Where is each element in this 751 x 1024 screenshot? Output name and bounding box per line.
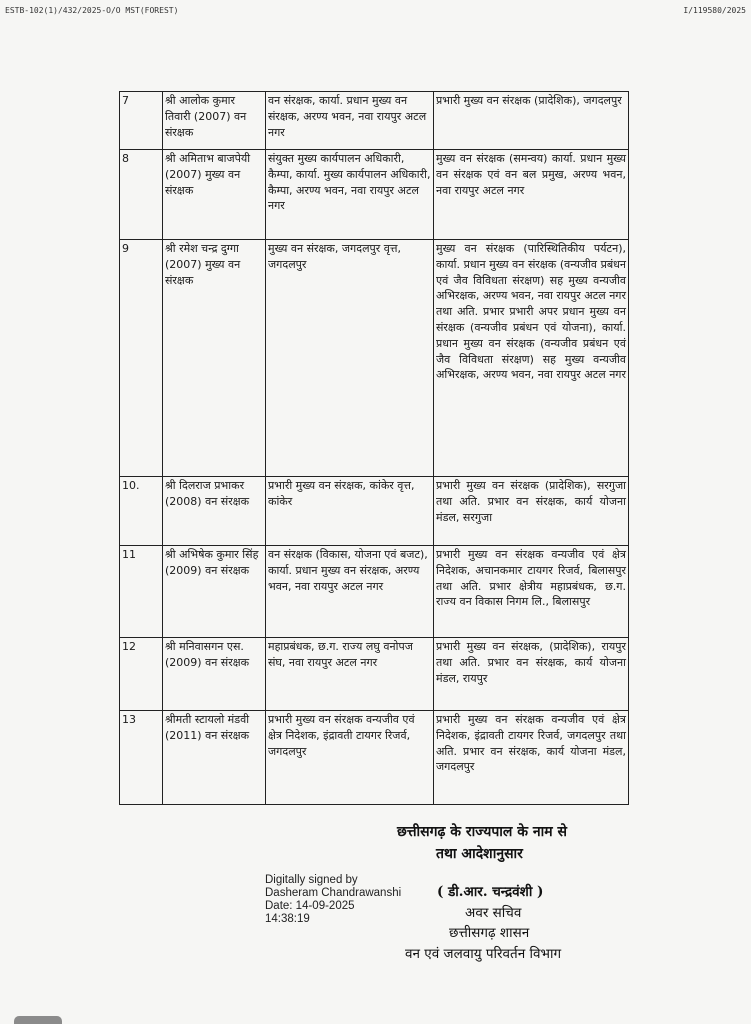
- signer-name-latin: Dasheram Chandrawanshi: [265, 887, 402, 899]
- signatory-department: वन एवं जलवायु परिवर्तन विभाग: [405, 946, 562, 962]
- officer-name: श्री रमेश चन्द्र दुग्गा (2007) मुख्य वन संरक्षक: [163, 240, 266, 477]
- signature-caption: Digitally signed by: [265, 874, 358, 886]
- order-line-2: तथा आदेशानुसार: [436, 846, 523, 862]
- officer-name: श्री मनिवासगन एस. (2009) वन संरक्षक: [163, 638, 266, 711]
- officer-name: श्री आलोक कुमार तिवारी (2007) वन संरक्षक: [163, 92, 266, 150]
- signatory-designation: अवर सचिव: [465, 905, 522, 921]
- serial-number: 12: [120, 638, 163, 711]
- receipt-number: I/119580/2025: [683, 6, 746, 15]
- current-posting: वन संरक्षक (विकास, योजना एवं बजट), कार्या. प्रधान मुख्य वन संरक्षक, अरण्य भवन, नवा रायपुर अटल नगर: [266, 546, 434, 638]
- new-posting: मुख्य वन संरक्षक (समन्वय) कार्या. प्रधान मुख्य वन संरक्षक एवं वन बल प्रमुख, अरण्य भवन, नवा रायपुर अटल नगर: [434, 150, 629, 240]
- officer-name: श्री दिलराज प्रभाकर (2008) वन संरक्षक: [163, 477, 266, 546]
- current-posting: वन संरक्षक, कार्या. प्रधान मुख्य वन संरक्षक, अरण्य भवन, नवा रायपुर अटल नगर: [266, 92, 434, 150]
- transfer-table: [119, 91, 629, 805]
- new-posting: प्रभारी मुख्य वन संरक्षक (प्रादेशिक), सरगुजा तथा अति. प्रभार वन संरक्षक, कार्य योजना मंडल, सरगुजा: [434, 477, 629, 546]
- signatory-name: ( डी.आर. चन्द्रवंशी ): [437, 884, 544, 900]
- table-row: [120, 477, 629, 546]
- signatory-government: छत्तीसगढ़ शासन: [449, 925, 530, 941]
- bottom-handle[interactable]: [14, 1016, 62, 1024]
- serial-number: 11: [120, 546, 163, 638]
- table-row: [120, 92, 629, 150]
- table-row: [120, 711, 629, 805]
- digital-signature-block: [265, 874, 401, 926]
- serial-number: 10.: [120, 477, 163, 546]
- table-row: [120, 240, 629, 477]
- serial-number: 8: [120, 150, 163, 240]
- serial-number: 9: [120, 240, 163, 477]
- order-line-1: छत्तीसगढ़ के राज्यपाल के नाम से: [397, 824, 567, 840]
- table-row: [120, 546, 629, 638]
- current-posting: मुख्य वन संरक्षक, जगदलपुर वृत्त, जगदलपुर: [266, 240, 434, 477]
- officer-name: श्रीमती स्टायलो मंडवी (2011) वन संरक्षक: [163, 711, 266, 805]
- new-posting: प्रभारी मुख्य वन संरक्षक (प्रादेशिक), जगदलपुर: [434, 92, 629, 150]
- serial-number: 7: [120, 92, 163, 150]
- officer-name: श्री अभिषेक कुमार सिंह (2009) वन संरक्षक: [163, 546, 266, 638]
- table-row: [120, 150, 629, 240]
- signature-date: Date: 14-09-2025: [265, 900, 355, 912]
- new-posting: प्रभारी मुख्य वन संरक्षक, (प्रादेशिक), रायपुर तथा अति. प्रभार वन संरक्षक, कार्य योजना मंडल, रायपुर: [434, 638, 629, 711]
- signature-time: 14:38:19: [265, 913, 310, 925]
- current-posting: संयुक्त मुख्य कार्यपालन अधिकारी, कैम्पा, कार्या. मुख्य कार्यपालन अधिकारी, कैम्पा, अरण्य भवन, नवा रायपुर अटल नगर: [266, 150, 434, 240]
- new-posting: प्रभारी मुख्य वन संरक्षक वन्यजीव एवं क्षेत्र निदेशक, इंद्रावती टायगर रिजर्व, जगदलपुर तथा अति. प्रभार वन संरक्षक, कार्य योजना मंडल, जगदलपुर: [434, 711, 629, 805]
- officer-name: श्री अमिताभ बाजपेयी (2007) मुख्य वन संरक्षक: [163, 150, 266, 240]
- table-row: [120, 638, 629, 711]
- serial-number: 13: [120, 711, 163, 805]
- current-posting: प्रभारी मुख्य वन संरक्षक वन्यजीव एवं क्षेत्र निदेशक, इंद्रावती टायगर रिजर्व, जगदलपुर: [266, 711, 434, 805]
- current-posting: प्रभारी मुख्य वन संरक्षक, कांकेर वृत्त, कांकेर: [266, 477, 434, 546]
- current-posting: महाप्रबंधक, छ.ग. राज्य लघु वनोपज संघ, नवा रायपुर अटल नगर: [266, 638, 434, 711]
- new-posting: प्रभारी मुख्य वन संरक्षक वन्यजीव एवं क्षेत्र निदेशक, अचानकमार टायगर रिजर्व, बिलासपुर तथा अति. प्रभार क्षेत्रीय महाप्रबंधक, छ.ग. राज्य वन विकास निगम लि., बिलासपुर: [434, 546, 629, 638]
- new-posting: मुख्य वन संरक्षक (पारिस्थितिकीय पर्यटन), कार्या. प्रधान मुख्य वन संरक्षक (वन्यजीव प्रबंधन एवं जैव विविधता संरक्षण) सह मुख्य वन्यजीव अभिरक्षक, अरण्य भवन, नवा रायपुर अटल नगर तथा अति. प्रभार प्रभारी अपर प्रधान मुख्य वन संरक्षक (वन्यजीव प्रबंधन एवं योजना), कार्या. प्रधान मुख्य वन संरक्षक (वन्यजीव प्रबंधन एवं जैव विविधता संरक्षण) सह मुख्य वन्यजीव अभिरक्षक, अरण्य भवन, नवा रायपुर अटल नगर: [434, 240, 629, 477]
- file-reference: ESTB-102(1)/432/2025-O/O MST(FOREST): [5, 6, 179, 15]
